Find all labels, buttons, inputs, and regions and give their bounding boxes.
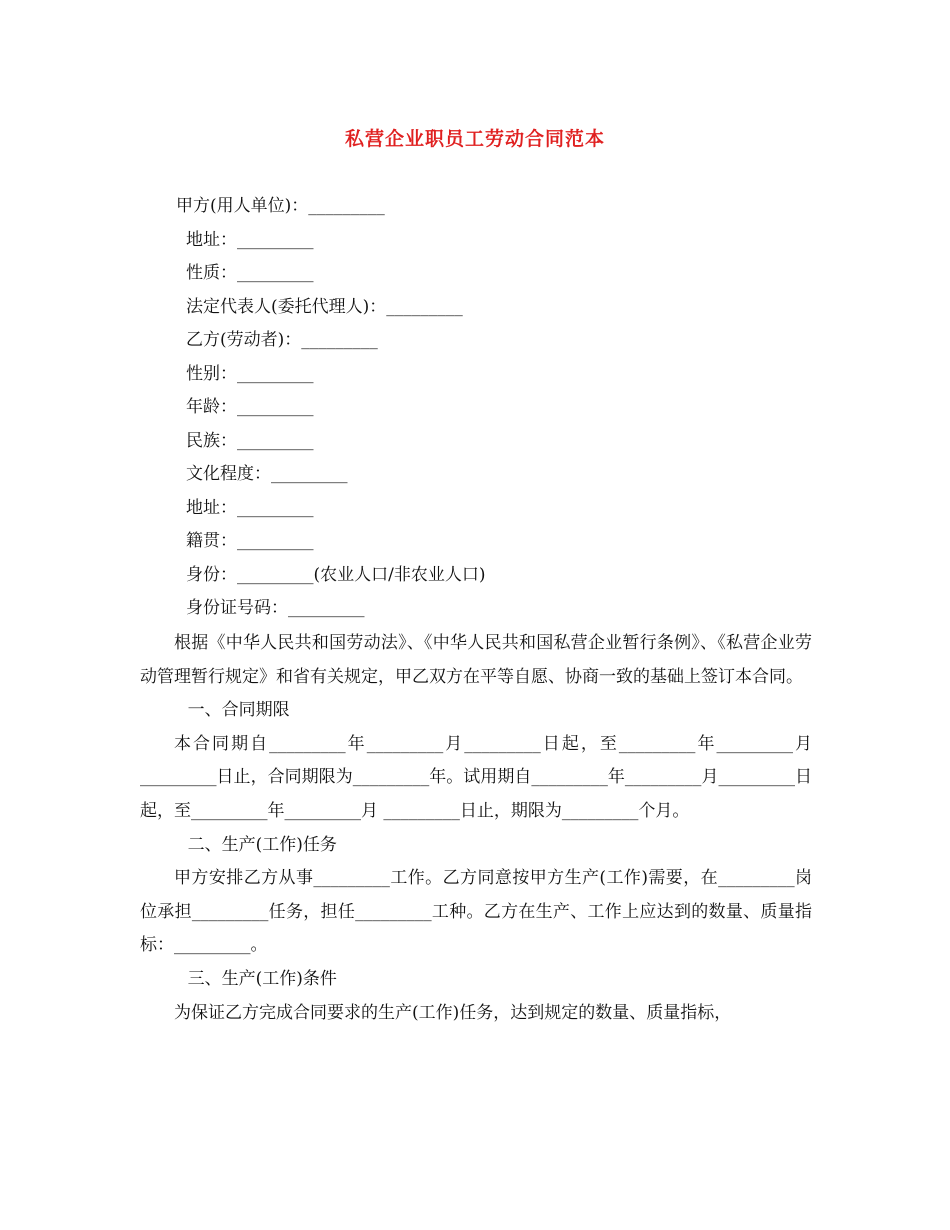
- contract-body: [140, 627, 812, 1030]
- section-heading-term: 一、合同期限: [187, 700, 290, 721]
- field-party-a-address: 地址：_________: [186, 229, 314, 250]
- field-id-number: 身份证号码：_________: [186, 598, 365, 618]
- field-party-b-address: 地址：_________: [186, 497, 314, 518]
- field-gender: 性别：_________: [186, 363, 314, 384]
- intro-paragraph: 根据《中华人民共和国劳动法》、《中华人民共和国私营企业暂行条例》、《私营企业劳动管理暂行规定》和省有关规定，甲乙双方在平等自愿、协商一致的基础上签订本合同。: [140, 633, 812, 687]
- field-ethnicity: 民族：_________: [186, 430, 314, 451]
- field-education: 文化程度：_________: [186, 464, 348, 484]
- section-heading-tasks: 二、生产(工作)任务: [187, 834, 337, 855]
- field-legal-representative: 法定代表人(委托代理人)：_________: [186, 296, 463, 317]
- section-conditions-paragraph: 为保证乙方完成合同要求的生产(工作)任务，达到规定的数量、质量指标，: [174, 1002, 732, 1023]
- field-party-b: 乙方(劳动者)：_________: [186, 330, 378, 350]
- field-age: 年龄：_________: [186, 397, 314, 417]
- field-native-place: 籍贯：_________: [186, 531, 314, 551]
- field-party-a-nature: 性质：_________: [186, 263, 314, 283]
- field-party-a: 甲方(用人单位)：_________: [176, 196, 385, 216]
- section-heading-conditions: 三、生产(工作)条件: [187, 968, 337, 989]
- field-identity: 身份：_________(农业人口/非农业人口): [186, 564, 486, 585]
- section-tasks-paragraph: 甲方安排乙方从事_________工作。乙方同意按甲方生产(工作)需要，在_________岗位承担_________任务，担任_________工种。乙方在生产、工作上应达到的数量、质量指标：_________。: [140, 868, 812, 956]
- document-title: 私营企业职员工劳动合同范本: [344, 128, 605, 150]
- section-term-paragraph: 本合同期自_________年_________月_________日起，至_________年_________月_________日止，合同期限为_________年。试用期自_________年_________月_________日起，至_________年_________月 _________日止，期限为_________个月。: [140, 733, 812, 821]
